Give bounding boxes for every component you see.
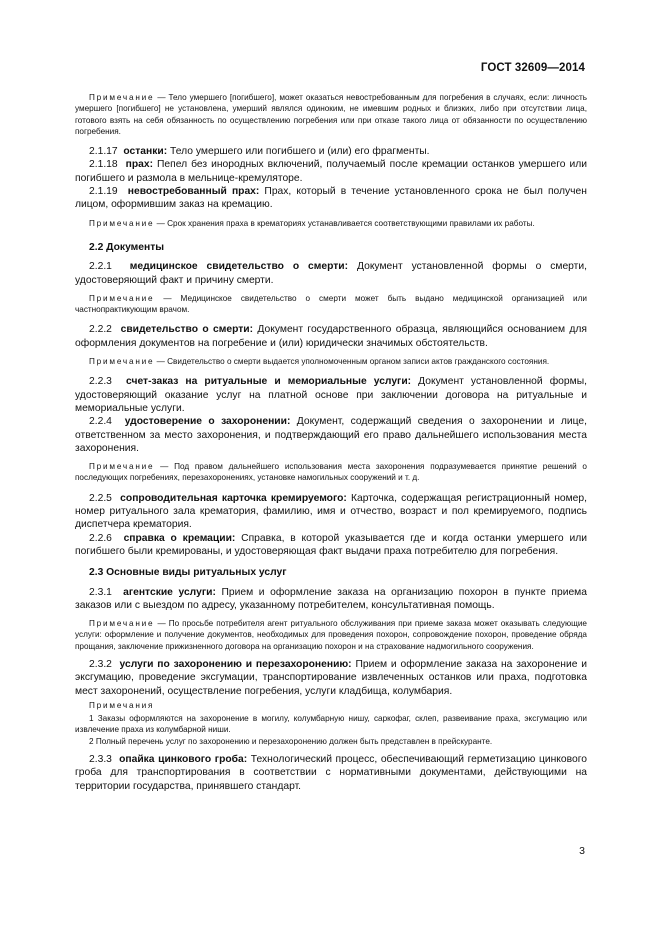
- definition-2-3-1: 2.3.1 агентские услуги: Прием и оформление заказа на организацию похорон в пункте приема заказов или с выездом по адресу, указанному потребителем, консультативная помощь.: [75, 586, 587, 611]
- document-body: [75, 92, 587, 793]
- term: удостоверение о захоронении:: [124, 416, 291, 428]
- term: справка о кремации:: [123, 532, 236, 544]
- term: агентские услуги:: [123, 586, 216, 598]
- term: прах:: [125, 159, 154, 171]
- document-header: ГОСТ 32609—2014: [480, 62, 585, 74]
- note: Примечание — Срок хранения праха в крематориях устанавливается соответствующими правилами их работы.: [89, 218, 535, 228]
- term: свидетельство о смерти:: [120, 324, 254, 336]
- note-item-2: 2 Полный перечень услуг по захоронению и перезахоронению должен быть представлен в прейскуранте.: [89, 736, 493, 746]
- note: Примечание — Медицинское свидетельство о смерти может быть выдано медицинской организацией или частнопрактикующим врачом.: [75, 293, 587, 315]
- definition-2-3-2: 2.3.2 услуги по захоронению и перезахоронению: Прием и оформление заказа на захоронение и эксгумацию, проведение эксгумации, транспортирование извлеченных останков или праха, подготовка мест захоронений, осуществление погребения, услуги кладбища, колумбария.: [75, 658, 587, 697]
- definition-2-3-3: 2.3.3 опайка цинкового гроба: Технологический процесс, обеспечивающий герметизацию цинкового гроба для транспортирования в соответствии с нормативными документами, действующими на территории государства, принявшего стандарт.: [75, 754, 587, 792]
- term: счет-заказ на ритуальные и мемориальные услуги:: [126, 376, 412, 388]
- definition-2-1-18: 2.1.18 прах: Пепел без инородных включений, получаемый после кремации останков умершего или погибшего и размола в мельнице-кремуляторе.: [75, 159, 587, 184]
- definition-2-1-19: 2.1.19 невостребованный прах: Прах, который в течение установленного срока не был получен лицом, оформившим заказ на кремацию.: [75, 186, 587, 211]
- term: опайка цинкового гроба:: [119, 754, 248, 766]
- section-heading-2-2: 2.2 Документы: [89, 241, 165, 253]
- notes-label: Примечания: [89, 700, 155, 710]
- note: Примечание — Свидетельство о смерти выдается уполномоченным органом записи актов гражданского состояния.: [89, 357, 550, 367]
- term: невостребованный прах:: [127, 186, 260, 198]
- note: Примечание — Под правом дальнейшего использования места захоронения подразумевается принятие решений о последующих погребениях, перезахоронениях, установке намогильных сооружений и т. д.: [75, 462, 587, 483]
- note: Примечание — Тело умершего [погибшего], может оказаться невостребованным для погребения в случаях, если: личность умершего [погибшего] не установлена, умерший являлся одиноким, не имевшим родных и близких, либо при отсутствии лица, готового взять на себя обязанность по осуществлению погребения или при отказе такого лица от обязанности по осуществлению погребения.: [75, 93, 587, 136]
- definition-2-2-4: 2.2.4 удостоверение о захоронении: Документ, содержащий сведения о захоронении и лице, ответственном за место захоронения, и подтверждающий его право дальнейшего использования места захоронения.: [75, 416, 587, 454]
- definition-2-2-1: 2.2.1 медицинское свидетельство о смерти: Документ установленной формы о смерти, удостоверяющий факт и причину смерти.: [75, 261, 587, 286]
- page-number: 3: [579, 845, 585, 857]
- term: услуги по захоронению и перезахоронению:: [119, 658, 352, 670]
- term: останки:: [123, 146, 168, 158]
- definition-2-2-3: 2.2.3 счет-заказ на ритуальные и мемориальные услуги: Документ установленной формы, удостоверяющий оказание услуг на платной основе при заключении договора на ритуальные и мемориальные услуги.: [75, 376, 587, 414]
- term: сопроводительная карточка кремируемого:: [120, 492, 347, 504]
- definition-2-2-2: 2.2.2 свидетельство о смерти: Документ государственного образца, являющийся основанием для оформления документов на погребение и (или) юридически значимых обстоятельств.: [75, 324, 587, 349]
- note-item-1: 1 Заказы оформляются на захоронение в могилу, колумбарную нишу, саркофаг, склеп, развеивание праха, эксгумацию или извлечение праха из колумбарной ниши.: [75, 714, 587, 735]
- term: медицинское свидетельство о смерти:: [129, 261, 349, 273]
- section-heading-2-3: 2.3 Основные виды ритуальных услуг: [89, 567, 287, 579]
- definition-2-2-5: 2.2.5 сопроводительная карточка кремируемого: Карточка, содержащая регистрационный номер, номер ритуального зала крематория, фамилию, имя и отчество, возраст и пол кремируемого, подпись диспетчера крематория.: [75, 492, 587, 531]
- definition-2-2-6: 2.2.6 справка о кремации: Справка, в которой указывается где и когда останки умершего или погибшего были кремированы, и удостоверяющая факт выдачи праха потребителю для погребения.: [75, 532, 587, 557]
- definition-2-1-17: 2.1.17 останки: Тело умершего или погибшего и (или) его фрагменты.: [89, 146, 430, 158]
- note: Примечание — По просьбе потребителя агент ритуального обслуживания при приеме заказа может оказывать следующие услуги: оформление и получение документов, необходимых для проведения похорон, сопровождение похорон, проведение обряда прощания, заключение прижизненного договора на организацию похорон и на страхование надмогильного сооружения.: [75, 619, 587, 651]
